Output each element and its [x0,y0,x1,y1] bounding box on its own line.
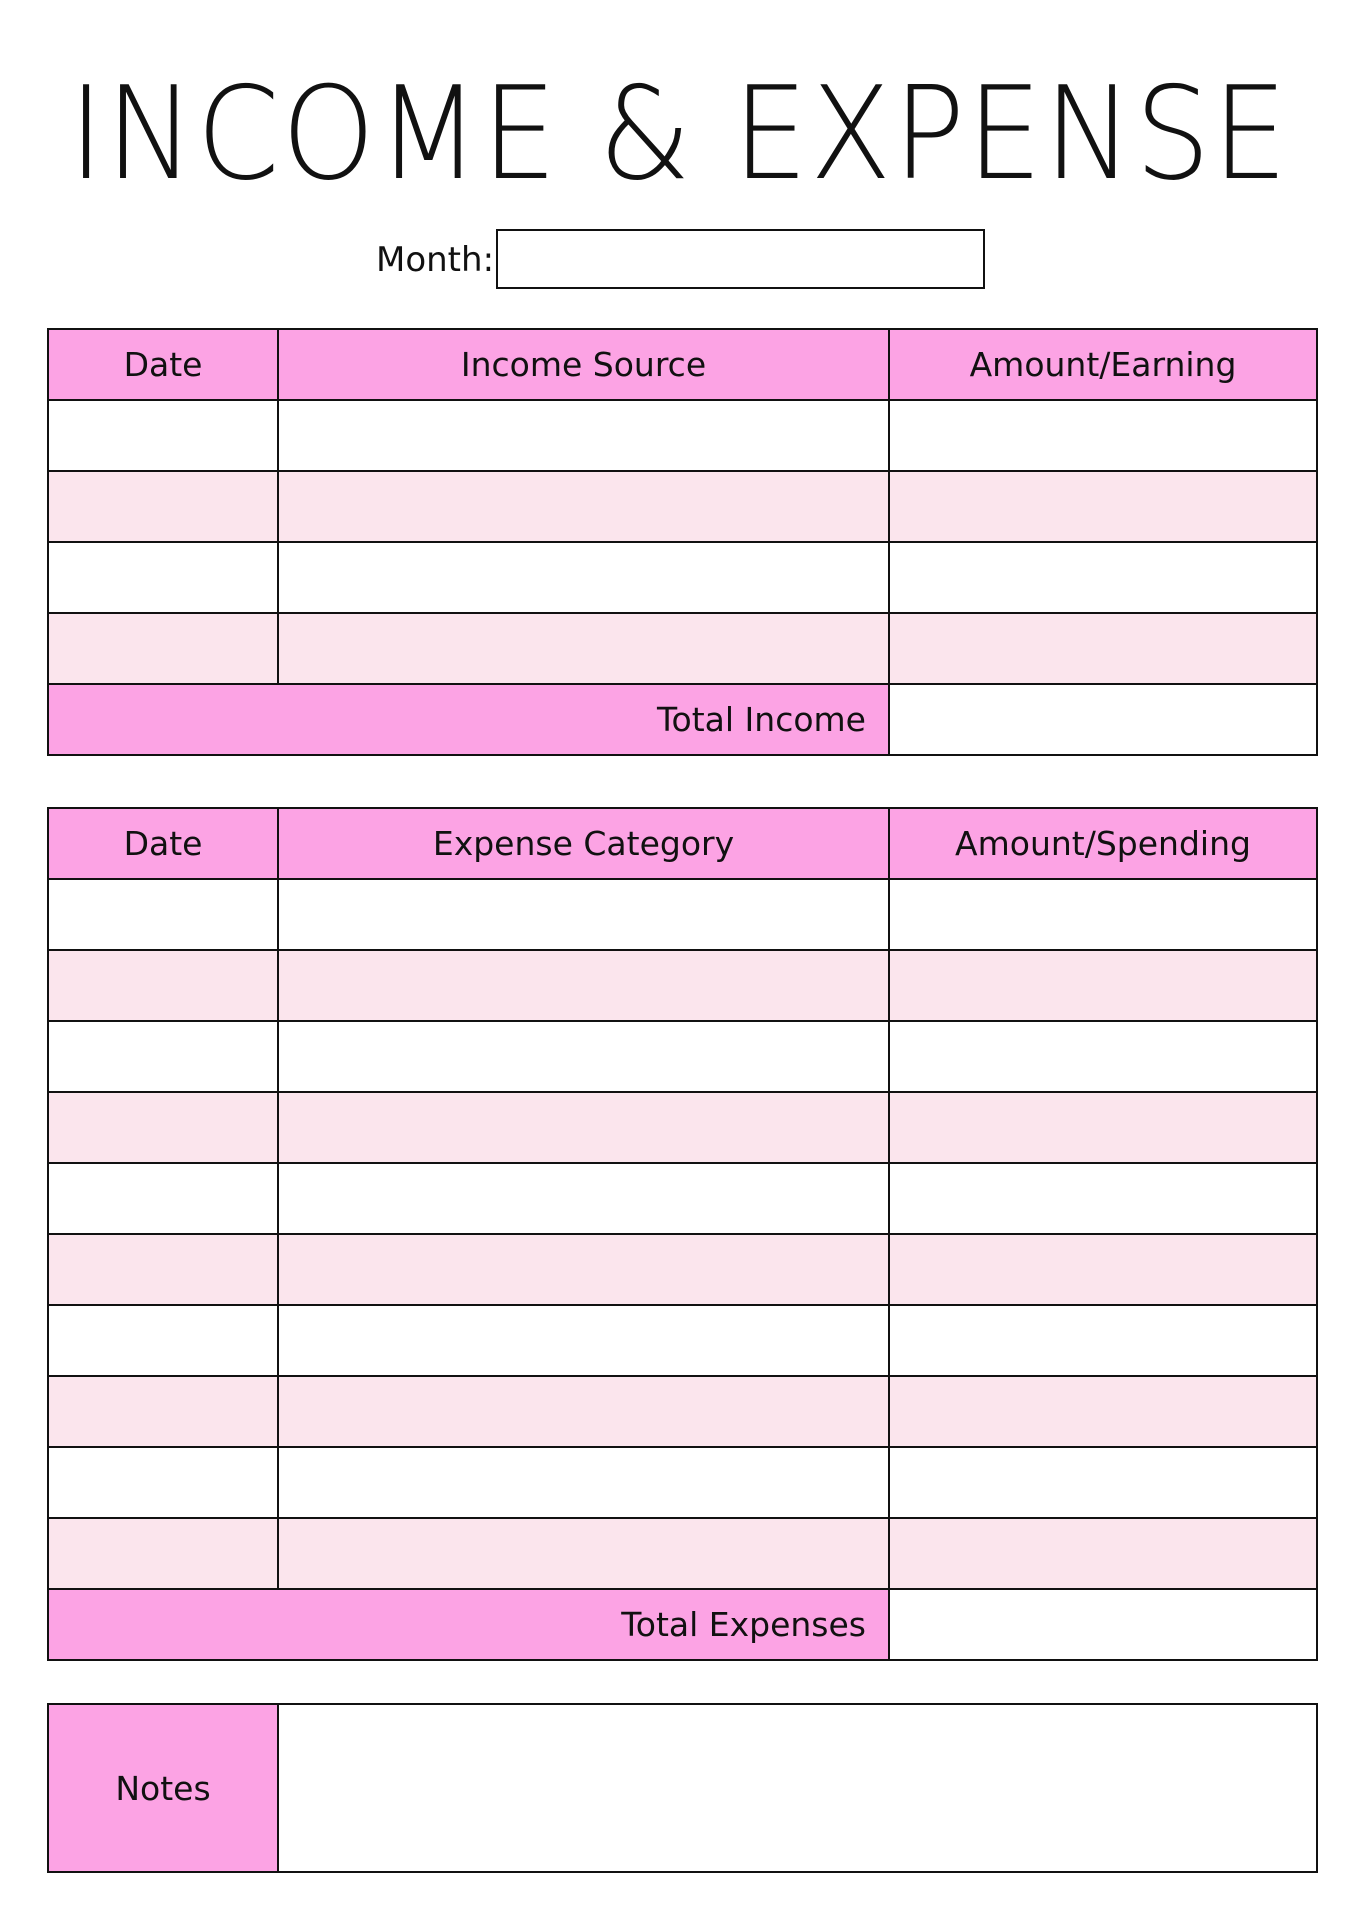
expense-amount-cell[interactable] [889,1234,1317,1305]
income-date-cell[interactable] [48,613,278,684]
total-income-value[interactable] [889,684,1317,755]
expense-row [48,1305,1317,1376]
expense-date-cell[interactable] [48,950,278,1021]
expense-category-cell[interactable] [278,1092,889,1163]
expense-category-cell[interactable] [278,1234,889,1305]
income-total-row [48,684,1317,755]
expense-amount-cell[interactable] [889,1447,1317,1518]
income-date-cell[interactable] [48,471,278,542]
expense-header-amount: Amount/Spending [889,808,1317,879]
expense-date-cell[interactable] [48,879,278,950]
expense-amount-cell[interactable] [889,1305,1317,1376]
income-header-amount: Amount/Earning [889,329,1317,400]
expense-category-cell[interactable] [278,1447,889,1518]
expense-date-cell[interactable] [48,1092,278,1163]
expense-date-cell[interactable] [48,1518,278,1589]
income-header-date: Date [48,329,278,400]
income-source-cell[interactable] [278,400,889,471]
expense-date-cell[interactable] [48,1305,278,1376]
expense-category-cell[interactable] [278,1518,889,1589]
expense-total-row [48,1589,1317,1660]
income-amount-cell[interactable] [889,400,1317,471]
expense-date-cell[interactable] [48,1021,278,1092]
expense-category-cell[interactable] [278,1163,889,1234]
expense-table [47,807,1318,1661]
income-header-row [48,329,1317,400]
expense-date-cell[interactable] [48,1163,278,1234]
expense-header-row [48,808,1317,879]
income-date-cell[interactable] [48,400,278,471]
expense-row [48,1447,1317,1518]
expense-row [48,1021,1317,1092]
expense-date-cell[interactable] [48,1447,278,1518]
notes-table [47,1703,1318,1873]
expense-amount-cell[interactable] [889,1163,1317,1234]
month-field[interactable] [496,229,985,289]
expense-amount-cell[interactable] [889,1376,1317,1447]
income-source-cell[interactable] [278,471,889,542]
total-expenses-value[interactable] [889,1589,1317,1660]
income-date-cell[interactable] [48,542,278,613]
income-amount-cell[interactable] [889,471,1317,542]
expense-amount-cell[interactable] [889,1021,1317,1092]
notes-row [48,1704,1317,1872]
expense-row [48,950,1317,1021]
expense-header-date: Date [48,808,278,879]
expense-category-cell[interactable] [278,1376,889,1447]
income-row [48,471,1317,542]
income-source-cell[interactable] [278,542,889,613]
expense-amount-cell[interactable] [889,1092,1317,1163]
expense-row [48,1518,1317,1589]
total-income-label: Total Income [48,684,889,755]
expense-date-cell[interactable] [48,1234,278,1305]
expense-amount-cell[interactable] [889,950,1317,1021]
expense-row [48,879,1317,950]
income-table [47,328,1318,756]
income-row [48,613,1317,684]
expense-category-cell[interactable] [278,1305,889,1376]
expense-row [48,1092,1317,1163]
income-row [48,400,1317,471]
expense-category-cell[interactable] [278,1021,889,1092]
income-amount-cell[interactable] [889,613,1317,684]
income-source-cell[interactable] [278,613,889,684]
expense-amount-cell[interactable] [889,1518,1317,1589]
expense-amount-cell[interactable] [889,879,1317,950]
income-amount-cell[interactable] [889,542,1317,613]
notes-field[interactable] [278,1704,1317,1872]
expense-header-category: Expense Category [278,808,889,879]
expense-row [48,1376,1317,1447]
expense-row [48,1163,1317,1234]
expense-category-cell[interactable] [278,879,889,950]
notes-label: Notes [48,1704,278,1872]
month-label: Month: [376,240,495,280]
total-expenses-label: Total Expenses [48,1589,889,1660]
income-row [48,542,1317,613]
income-header-source: Income Source [278,329,889,400]
page-title: INCOME & EXPENSE [68,60,1290,209]
expense-date-cell[interactable] [48,1376,278,1447]
expense-category-cell[interactable] [278,950,889,1021]
expense-row [48,1234,1317,1305]
